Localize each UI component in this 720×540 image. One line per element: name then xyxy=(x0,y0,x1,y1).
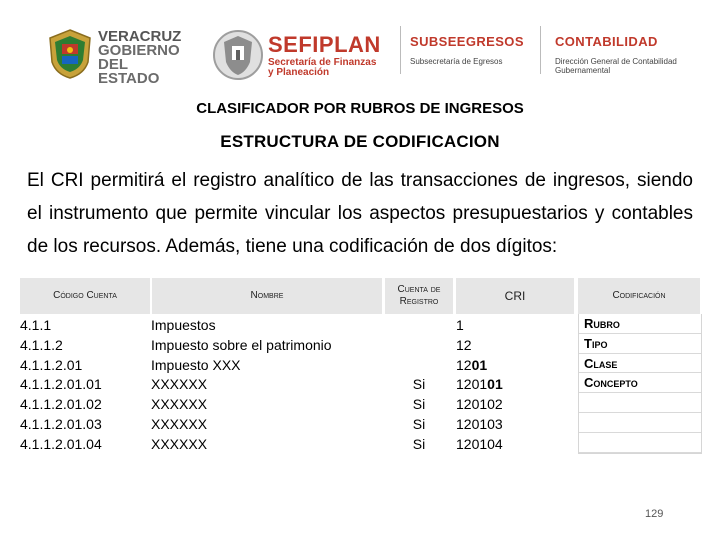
column-header-codigo: Código Cuenta xyxy=(53,290,117,301)
column-header-codificacion: Codificación xyxy=(612,290,666,301)
cri-cell xyxy=(456,435,574,455)
nombre-cell: Impuestos xyxy=(151,317,216,333)
veracruz-logo xyxy=(40,26,182,87)
codigo-cell: 4.1.1.2.01.04 xyxy=(20,435,102,452)
column-codificacion xyxy=(578,314,702,454)
registro-cell: Si xyxy=(412,435,426,452)
contabilidad-title: CONTABILIDAD xyxy=(555,34,658,49)
registro-cell: Si xyxy=(412,396,426,413)
codigo-cell: 4.1.1.2.01.01 xyxy=(20,376,102,393)
registro-cell: Si xyxy=(412,415,426,432)
column-header-registro xyxy=(385,284,453,308)
cri-cell xyxy=(456,356,574,376)
cri-cell xyxy=(456,336,574,356)
codificacion-cell: Clase xyxy=(579,354,701,374)
nombre-cell: XXXXXX xyxy=(151,376,208,393)
cri-digits: 120102 xyxy=(456,396,503,413)
codigo-cell: 4.1.1.2.01 xyxy=(20,356,83,373)
codificacion-cell xyxy=(579,413,701,433)
contabilidad-subtitle-line-2: Gubernamental xyxy=(555,66,611,75)
veracruz-line-3: DEL ESTADO xyxy=(98,56,160,87)
sefiplan-emblem-icon xyxy=(212,28,264,82)
codigo-cell: 4.1.1.2.01.03 xyxy=(20,415,102,432)
registro-cell xyxy=(385,356,453,376)
veracruz-line-1: VERACRUZ xyxy=(98,28,182,45)
column-codigo xyxy=(20,316,148,455)
codigo-cell: 4.1.1.2 xyxy=(20,336,63,353)
contabilidad-subtitle-line-1: Dirección General de Contabilidad xyxy=(555,57,677,66)
page-title xyxy=(0,100,720,117)
column-nombre xyxy=(151,316,383,455)
cri-digits: 1 xyxy=(456,317,464,333)
page-number: 129 xyxy=(645,508,664,520)
contabilidad-subtitle xyxy=(555,57,677,75)
sefiplan-title: SEFIPLAN xyxy=(268,32,381,57)
nombre-cell: XXXXXX xyxy=(151,415,208,432)
cri-new-digits: 01 xyxy=(487,376,503,393)
cri-cell xyxy=(456,395,574,415)
codificacion-cell: Tipo xyxy=(579,334,701,354)
registro-cell xyxy=(385,336,453,356)
registro-cell xyxy=(385,316,453,336)
column-header-cri: CRI xyxy=(504,289,526,303)
codificacion-cell xyxy=(579,433,701,453)
sefiplan-subtitle-line-1: Secretaría de Finanzas xyxy=(268,57,377,68)
column-header-nombre: Nombre xyxy=(250,290,284,301)
column-header-registro-line-1: Cuenta de xyxy=(397,284,441,295)
cri-new-digits: 01 xyxy=(471,356,488,373)
codigo-cell: 4.1.1.2.01.02 xyxy=(20,396,102,413)
codificacion-cell xyxy=(579,393,701,413)
cri-digits: 120103 xyxy=(456,415,503,432)
cri-digits: 120104 xyxy=(456,435,503,452)
header-divider xyxy=(400,26,401,74)
cri-cell xyxy=(456,375,574,395)
contabilidad-block xyxy=(555,34,677,75)
cri-cell xyxy=(456,415,574,435)
page-subtitle: ESTRUCTURA DE CODIFICACION xyxy=(220,132,500,151)
column-header-registro-line-2: Registro xyxy=(399,296,439,307)
veracruz-shield-icon xyxy=(44,28,96,80)
nombre-cell: Impuesto XXX xyxy=(151,356,241,373)
nombre-cell: XXXXXX xyxy=(151,435,208,452)
codigo-cell: 4.1.1 xyxy=(20,317,52,333)
cri-digits: 1201 xyxy=(456,376,488,393)
nombre-cell: Impuesto sobre el patrimonio xyxy=(151,336,332,353)
subsecretaria-title: SUBSEEGRESOS xyxy=(410,34,524,49)
cri-digits: 12 xyxy=(456,336,472,353)
sefiplan-subtitle xyxy=(268,58,376,78)
column-registro xyxy=(385,316,453,455)
subsecretaria-subtitle: Subsecretaría de Egresos xyxy=(410,57,503,66)
codificacion-cell: Rubro xyxy=(579,314,701,334)
cri-digits: 12 xyxy=(456,356,472,373)
registro-cell: Si xyxy=(412,376,426,393)
page-title-text: CLASIFICADOR POR RUBROS DE INGRESOS xyxy=(196,100,524,117)
nombre-cell: XXXXXX xyxy=(151,396,208,413)
sefiplan-logo xyxy=(210,26,390,84)
veracruz-line-2: GOBIERNO xyxy=(98,42,180,59)
codificacion-cell: Concepto xyxy=(579,373,701,393)
sefiplan-subtitle-line-2: y Planeación xyxy=(268,67,330,78)
column-cri xyxy=(456,316,574,455)
cri-cell xyxy=(456,316,574,336)
header-divider xyxy=(540,26,541,74)
subsecretaria-block xyxy=(410,34,524,66)
intro-paragraph: El CRI permitirá el registro analítico de las transacciones de ingresos, siendo el instrumento que permite vincular los aspectos presupuestarios y contables de los recursos. Además, tiene una codificación de dos dígitos: xyxy=(27,170,693,257)
